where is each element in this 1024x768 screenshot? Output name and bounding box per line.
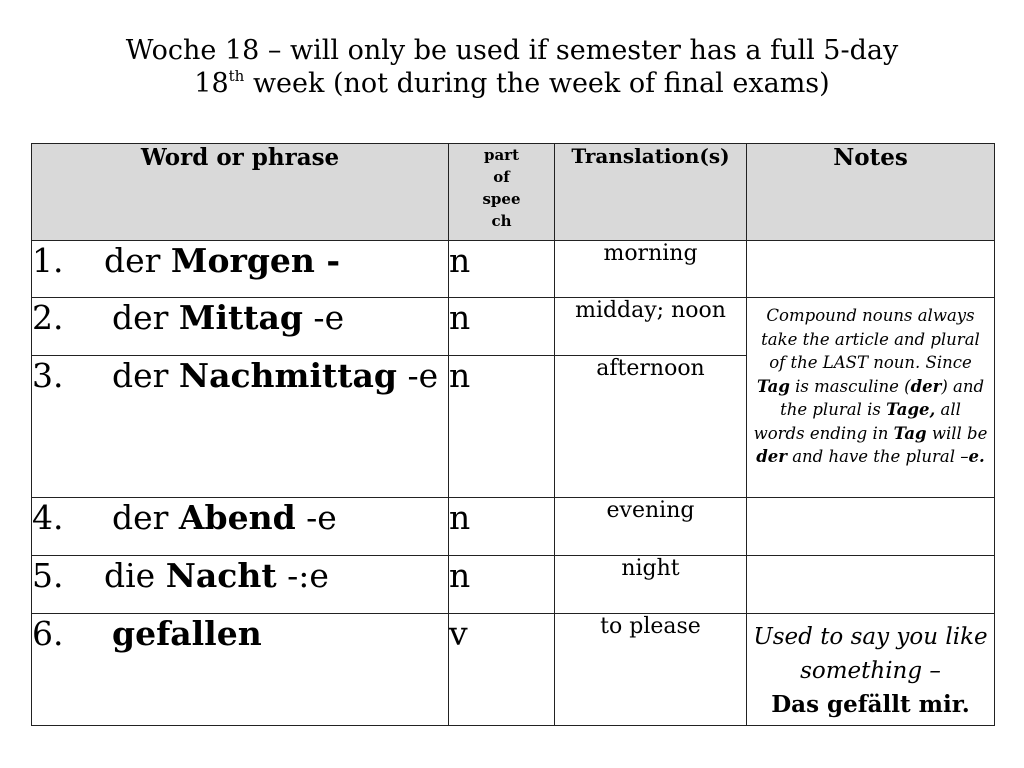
- plural-ending: -e: [295, 498, 337, 537]
- table-row: [32, 241, 995, 298]
- title-line-2: [0, 67, 1024, 100]
- table-row: [32, 556, 995, 614]
- header-translations: Translation(s): [555, 144, 747, 241]
- plural-ending: -e: [396, 356, 439, 395]
- vocabulary-table: [31, 143, 995, 726]
- part-of-speech-cell: n: [449, 356, 555, 498]
- gefallen-note-usage: Used to say you like something –: [753, 624, 988, 684]
- header-pos-line-4: ch: [491, 212, 512, 230]
- gefallen-note-example: Das gefällt mir.: [771, 691, 970, 718]
- word-cell: [32, 241, 449, 298]
- word-cell: [32, 614, 449, 726]
- part-of-speech-cell: n: [449, 556, 555, 614]
- row-number: 3.: [32, 356, 64, 395]
- translation-cell: evening: [555, 498, 747, 556]
- note-text: is masculine (: [789, 376, 911, 396]
- row-number: 2.: [32, 298, 64, 337]
- part-of-speech-cell: n: [449, 298, 555, 356]
- header-notes: Notes: [747, 144, 995, 241]
- article: der: [112, 356, 179, 395]
- article: der: [112, 298, 179, 337]
- word-cell: [32, 498, 449, 556]
- compound-nouns-note: [747, 298, 995, 498]
- translation-cell: morning: [555, 241, 747, 298]
- article: der: [104, 241, 171, 280]
- note-emphasis: Tag: [893, 423, 927, 443]
- header-part-of-speech: [449, 144, 555, 241]
- table-row: [32, 498, 995, 556]
- noun: Nacht: [165, 556, 277, 595]
- note-emphasis: Tage,: [886, 400, 936, 419]
- noun: Nachmittag: [178, 356, 397, 395]
- noun: Abend: [178, 498, 296, 537]
- note-emphasis: Tag: [756, 376, 790, 396]
- row-number: 5.: [32, 556, 64, 595]
- noun: Morgen -: [170, 241, 341, 280]
- header-pos-line-3: spee: [482, 190, 521, 208]
- article: der: [112, 498, 179, 537]
- table-row: [32, 298, 995, 356]
- noun: Mittag: [178, 298, 303, 337]
- row-number: 1.: [32, 241, 64, 280]
- part-of-speech-cell: n: [449, 241, 555, 298]
- word-cell: [32, 556, 449, 614]
- row-number: 6.: [32, 614, 64, 653]
- note-emphasis: der: [910, 376, 942, 396]
- part-of-speech-cell: v: [449, 614, 555, 726]
- notes-cell: [747, 498, 995, 556]
- word-cell: [32, 356, 449, 498]
- plural-ending: -:e: [276, 556, 329, 595]
- header-pos-line-1: part: [483, 146, 520, 164]
- title-line-2-rest: week (not during the week of final exams): [244, 68, 830, 99]
- translation-cell: midday; noon: [555, 298, 747, 356]
- translation-cell: night: [555, 556, 747, 614]
- table-header-row: [32, 144, 995, 241]
- row-number: 4.: [32, 498, 64, 537]
- article: die: [104, 556, 166, 595]
- noun: gefallen: [112, 614, 262, 653]
- part-of-speech-cell: n: [449, 498, 555, 556]
- notes-cell: [747, 556, 995, 614]
- title-week-number: 18: [194, 68, 229, 99]
- note-text: and have the plural –: [786, 447, 969, 466]
- gefallen-note: [747, 614, 995, 726]
- title-ordinal-suffix: th: [228, 67, 245, 85]
- note-text: will be: [926, 423, 988, 443]
- note-emphasis: e.: [968, 447, 985, 466]
- note-emphasis: der: [756, 447, 787, 466]
- header-word-or-phrase: Word or phrase: [32, 144, 449, 241]
- translation-cell: afternoon: [555, 356, 747, 498]
- page-title: [0, 34, 1024, 100]
- title-line-1: Woche 18 – will only be used if semester has a full 5-day: [125, 35, 899, 66]
- note-text: ) and the plural is: [780, 376, 985, 419]
- plural-ending: -e: [302, 298, 345, 337]
- header-pos-line-2: of: [493, 168, 510, 186]
- table-row: [32, 614, 995, 726]
- notes-cell: [747, 241, 995, 298]
- note-text: Compound nouns always take the article and plural of the LAST noun. Since: [761, 306, 980, 372]
- word-cell: [32, 298, 449, 356]
- note-text: all words ending in: [753, 400, 961, 443]
- translation-cell: to please: [555, 614, 747, 726]
